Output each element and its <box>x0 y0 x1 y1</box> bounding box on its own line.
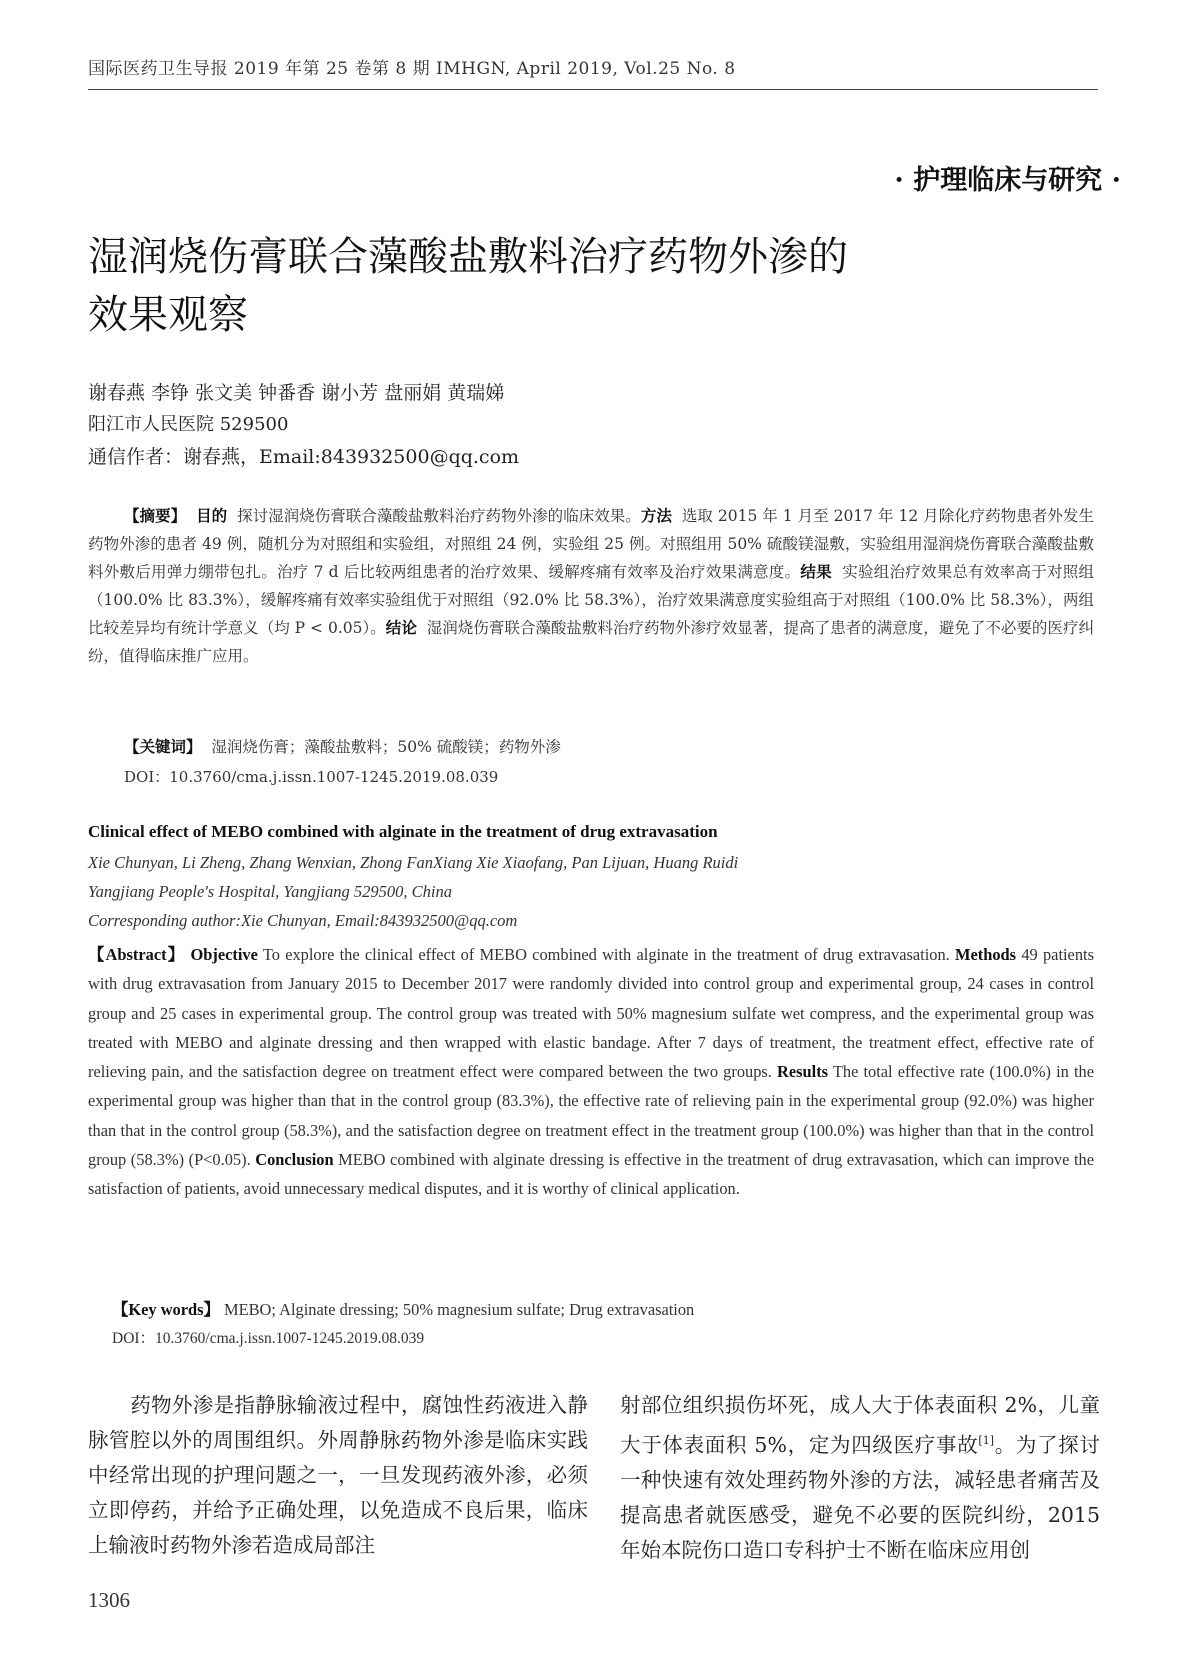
methods-text-en: 49 patients with drug extravasation from January 2015 to December 2017 were randomly divided into control group and experimental group, 24 cases in control group and 25 cases in experimental group. The control group was treated with 50% magnesium sulfate wet compress, and the experimental group was treated with MEBO and alginate dressing and then wrapped with elastic bandage. After 7 days of treatment, the treatment effect, effective rate of relieving pain, and the satisfaction degree on treatment effect were compared between the two groups. <box>88 945 1094 1082</box>
chinese-keywords <box>124 735 1104 757</box>
english-doi: DOI：10.3760/cma.j.issn.1007-1245.2019.08.039 <box>112 1330 425 1347</box>
english-title: Clinical effect of MEBO combined with alginate in the treatment of drug extravasation <box>88 822 718 841</box>
page-number: 1306 <box>88 1588 130 1612</box>
keywords-text: 湿润烧伤膏；藻酸盐敷料；50% 硫酸镁；药物外渗 <box>211 738 561 756</box>
keywords-text-en: MEBO; Alginate dressing; 50% magnesium sulfate; Drug extravasation <box>224 1300 695 1319</box>
running-head: 国际医药卫生导报 2019 年第 25 卷第 8 期 IMHGN, April 2019, Vol.25 No. 8 <box>88 54 1098 90</box>
methods-text: 选取 2015 年 1 月至 2017 年 12 月除化疗药物患者外发生药物外渗的患者 49 例，随机分为对照组和实验组，对照组 24 例，实验组 25 例。对照组用 50% 硫酸镁湿敷，实验组用湿润烧伤膏联合藻酸盐敷料外敷后用弹力绷带包扎。治疗 7 d 后比较两组患者的治疗效果、缓解疼痛有效率及治疗效果满意度。 <box>88 507 1094 582</box>
body-column-right <box>620 1388 1100 1568</box>
section-label: · 护理临床与研究 · <box>894 165 1121 196</box>
chinese-abstract <box>88 502 1094 671</box>
english-keywords <box>112 1296 694 1320</box>
abstract-label: 【摘要】 <box>124 506 187 525</box>
conclusion-text-en: MEBO combined with alginate dressing is effective in the treatment of drug extravasation, which can improve the satisfaction of patients, avoid unnecessary medical disputes, and it is worthy of clinical application. <box>88 1150 1094 1199</box>
results-label: 结果 <box>800 562 832 582</box>
conclusion-label: 结论 <box>385 618 417 638</box>
body-right-text-b: 。为了探讨一种快速有效处理药物外渗的方法，减轻患者痛苦及提高患者就医感受，避免不必要的医院纠纷，2015 年始本院伤口造口专科护士不断在临床应用创 <box>620 1432 1100 1562</box>
methods-label-en: Methods <box>955 945 1017 964</box>
author-list: 谢春燕 李铮 张文美 钟番香 谢小芳 盘丽娟 黄瑞娣 <box>88 382 505 404</box>
conclusion-label-en: Conclusion <box>255 1150 334 1170</box>
english-abstract <box>88 940 1094 1204</box>
chinese-doi: DOI：10.3760/cma.j.issn.1007-1245.2019.08.039 <box>124 768 499 786</box>
objective-label: 目的 <box>196 506 228 525</box>
body-right-text-a: 射部位组织损伤坏死，成人大于体表面积 2%，儿童大于体表面积 5%，定为四级医疗事故 <box>620 1393 1100 1457</box>
results-text: 实验组治疗效果总有效率高于对照组（100.0% 比 83.3%），缓解疼痛有效率实验组优于对照组（92.0% 比 58.3%），治疗效果满意度实验组高于对照组（100.0% 比 58.3%），两组比较差异均有统计学意义（均 P < 0.05）。 <box>88 563 1094 638</box>
methods-label: 方法 <box>640 506 672 525</box>
results-text-en: The total effective rate (100.0%) in the experimental group was higher than that in the control group (83.3%), the effective rate of relieving pain in the experimental group (92.0%) was higher than that in the control group (58.3%), and the satisfaction degree on treatment effect in the treatment group (100.0%) was higher than that in the control group (58.3%) (P<0.05). <box>88 1062 1094 1170</box>
results-label-en: Results <box>777 1062 829 1082</box>
conclusion-text: 湿润烧伤膏联合藻酸盐敷料治疗药物外渗疗效显著，提高了患者的满意度，避免了不必要的医疗纠纷，值得临床推广应用。 <box>88 619 1094 665</box>
objective-text-en: To explore the clinical effect of MEBO combined with alginate in the treatment of drug extravasation. <box>262 945 950 964</box>
keywords-label: 【关键词】 <box>124 737 202 756</box>
abstract-label-en: 【Abstract】 <box>88 945 186 964</box>
correspondence: 通信作者：谢春燕，Email:843932500@qq.com <box>88 446 520 468</box>
objective-text: 探讨湿润烧伤膏联合藻酸盐敷料治疗药物外渗的临床效果。 <box>237 507 641 525</box>
keywords-label-en: 【Key words】 <box>112 1300 220 1319</box>
english-affiliation: Yangjiang People's Hospital, Yangjiang 529500, China <box>88 882 452 901</box>
article-title: 湿润烧伤膏联合藻酸盐敷料治疗药物外渗的效果观察 <box>88 234 848 338</box>
english-authors: Xie Chunyan, Li Zheng, Zhang Wenxian, Zhong FanXiang Xie Xiaofang, Pan Lijuan, Huang Ruidi <box>88 853 739 872</box>
english-correspondence: Corresponding author:Xie Chunyan, Email:843932500@qq.com <box>88 911 518 930</box>
body-left-text: 药物外渗是指静脉输液过程中，腐蚀性药液进入静脉管腔以外的周围组织。外周静脉药物外渗是临床实践中经常出现的护理问题之一，一旦发现药液外渗，必须立即停药，并给予正确处理，以免造成不良后果，临床上输液时药物外渗若造成局部注 <box>88 1393 588 1557</box>
body-column-left <box>88 1388 588 1563</box>
objective-label-en: Objective <box>190 945 258 964</box>
citation-ref: [1] <box>978 1434 994 1447</box>
affiliation: 阳江市人民医院 529500 <box>88 414 289 435</box>
